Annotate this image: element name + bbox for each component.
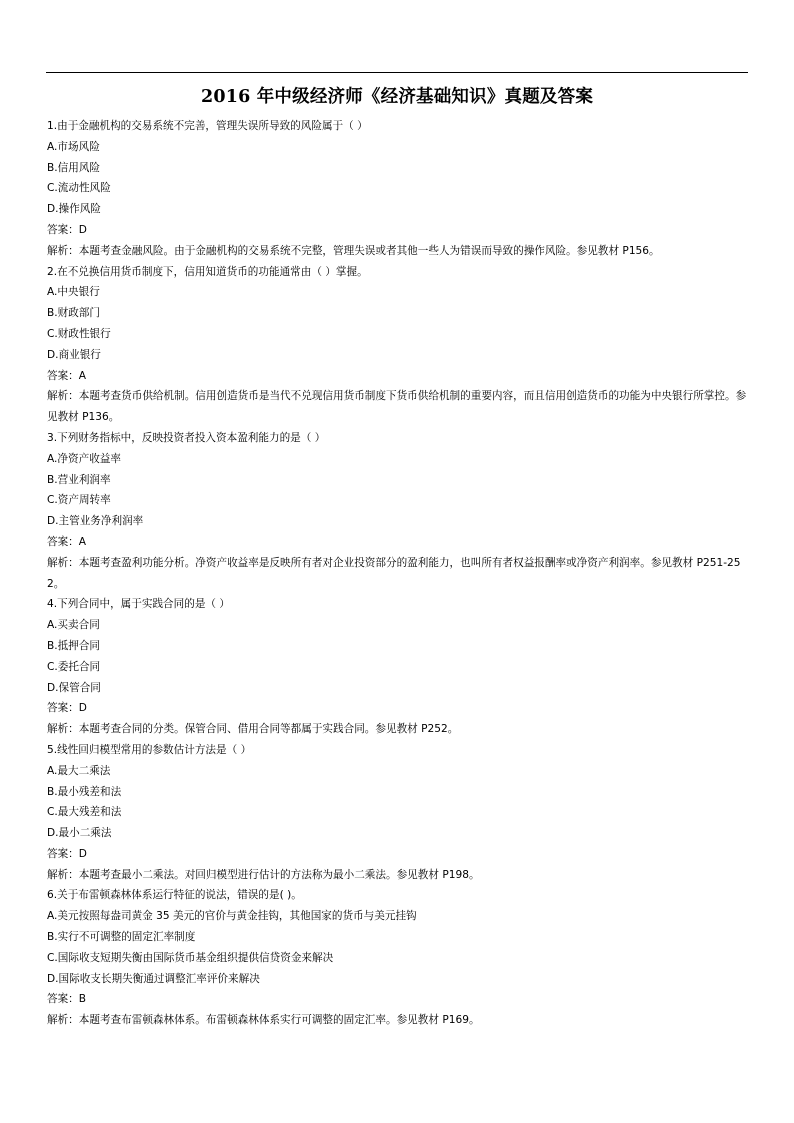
question-stem: 2.在不兑换信用货币制度下，信用知道货币的功能通常由（ ）掌握。	[47, 265, 368, 278]
question-list	[47, 116, 749, 1031]
analysis-text: 解析：本题考查合同的分类。保管合同、借用合同等都属于实践合同。参见教材 P252。	[47, 723, 459, 736]
analysis-text: 解析：本题考查盈利功能分析。净资产收益率是反映所有者对企业投资部分的盈利能力，也叫所有者权益报酬率或净资产利润率。参见教材 P251-252。	[47, 556, 741, 590]
option-a: A.净资产收益率	[47, 452, 121, 465]
analysis-text: 解析：本题考查金融风险。由于金融机构的交易系统不完整，管理失误或者其他一些人为错误而导致的操作风险。参见教材 P156。	[47, 244, 660, 257]
option-b: B.实行不可调整的固定汇率制度	[47, 931, 196, 944]
option-a: A.买卖合同	[47, 619, 100, 632]
option-b: B.信用风险	[47, 161, 101, 174]
header-rule	[46, 72, 748, 73]
option-c: C.最大残差和法	[47, 806, 122, 819]
answer-line: 答案：B	[47, 993, 87, 1006]
option-b: B.最小残差和法	[47, 785, 122, 798]
answer-line: 答案：A	[47, 535, 87, 548]
option-c: C.财政性银行	[47, 327, 111, 340]
option-d: D.最小二乘法	[47, 827, 112, 840]
question-stem: 1.由于金融机构的交易系统不完善，管理失误所导致的风险属于（ ）	[47, 120, 368, 132]
answer-line: 答案：D	[47, 223, 87, 236]
analysis-text: 解析：本题考查最小二乘法。对回归模型进行估计的方法称为最小二乘法。参见教材 P198。	[47, 868, 480, 881]
question-stem: 6.关于布雷顿森林体系运行特征的说法，错误的是( )。	[47, 889, 302, 902]
option-d: D.保管合同	[47, 681, 101, 694]
question-1	[47, 116, 749, 262]
option-d: D.操作风险	[47, 203, 101, 216]
answer-line: 答案：D	[47, 847, 87, 860]
question-stem: 5.线性回归模型常用的参数估计方法是（ ）	[47, 743, 252, 756]
analysis-text: 解析：本题考查布雷顿森林体系。布雷顿森林体系实行可调整的固定汇率。参见教材 P169。	[47, 1014, 480, 1027]
answer-line: 答案：D	[47, 702, 87, 715]
question-5	[47, 740, 749, 886]
option-a: A.市场风险	[47, 140, 100, 153]
option-d: D.国际收支长期失衡通过调整汇率评价来解决	[47, 972, 260, 985]
option-d: D.商业银行	[47, 348, 101, 361]
option-c: C.国际收支短期失衡由国际货币基金组织提供信贷资金来解决	[47, 951, 334, 964]
question-4	[47, 594, 749, 740]
option-a: A.美元按照每盎司黄金 35 美元的官价与黄金挂钩，其他国家的货币与美元挂钩	[47, 910, 417, 923]
question-stem: 4.下列合同中，属于实践合同的是（ ）	[47, 598, 230, 611]
analysis-text: 解析：本题考查货币供给机制。信用创造货币是当代不兑现信用货币制度下货币供给机制的重要内容，而且信用创造货币的功能为中央银行所掌控。参见教材 P136。	[47, 390, 747, 424]
option-b: B.营业利润率	[47, 473, 111, 486]
option-a: A.中央银行	[47, 286, 100, 299]
question-3	[47, 428, 749, 594]
document-title: 2016 年中级经济师《经济基础知识》真题及答案	[200, 87, 594, 107]
option-c: C.流动性风险	[47, 182, 111, 195]
option-b: B.抵押合同	[47, 639, 101, 652]
option-c: C.委托合同	[47, 660, 101, 673]
option-a: A.最大二乘法	[47, 764, 111, 777]
option-d: D.主管业务净利润率	[47, 515, 144, 528]
option-c: C.资产周转率	[47, 494, 111, 507]
question-stem: 3.下列财务指标中，反映投资者投入资本盈利能力的是（ ）	[47, 431, 326, 444]
answer-line: 答案：A	[47, 369, 87, 382]
question-2	[47, 262, 749, 428]
question-6	[47, 885, 749, 1031]
option-b: B.财政部门	[47, 307, 101, 320]
